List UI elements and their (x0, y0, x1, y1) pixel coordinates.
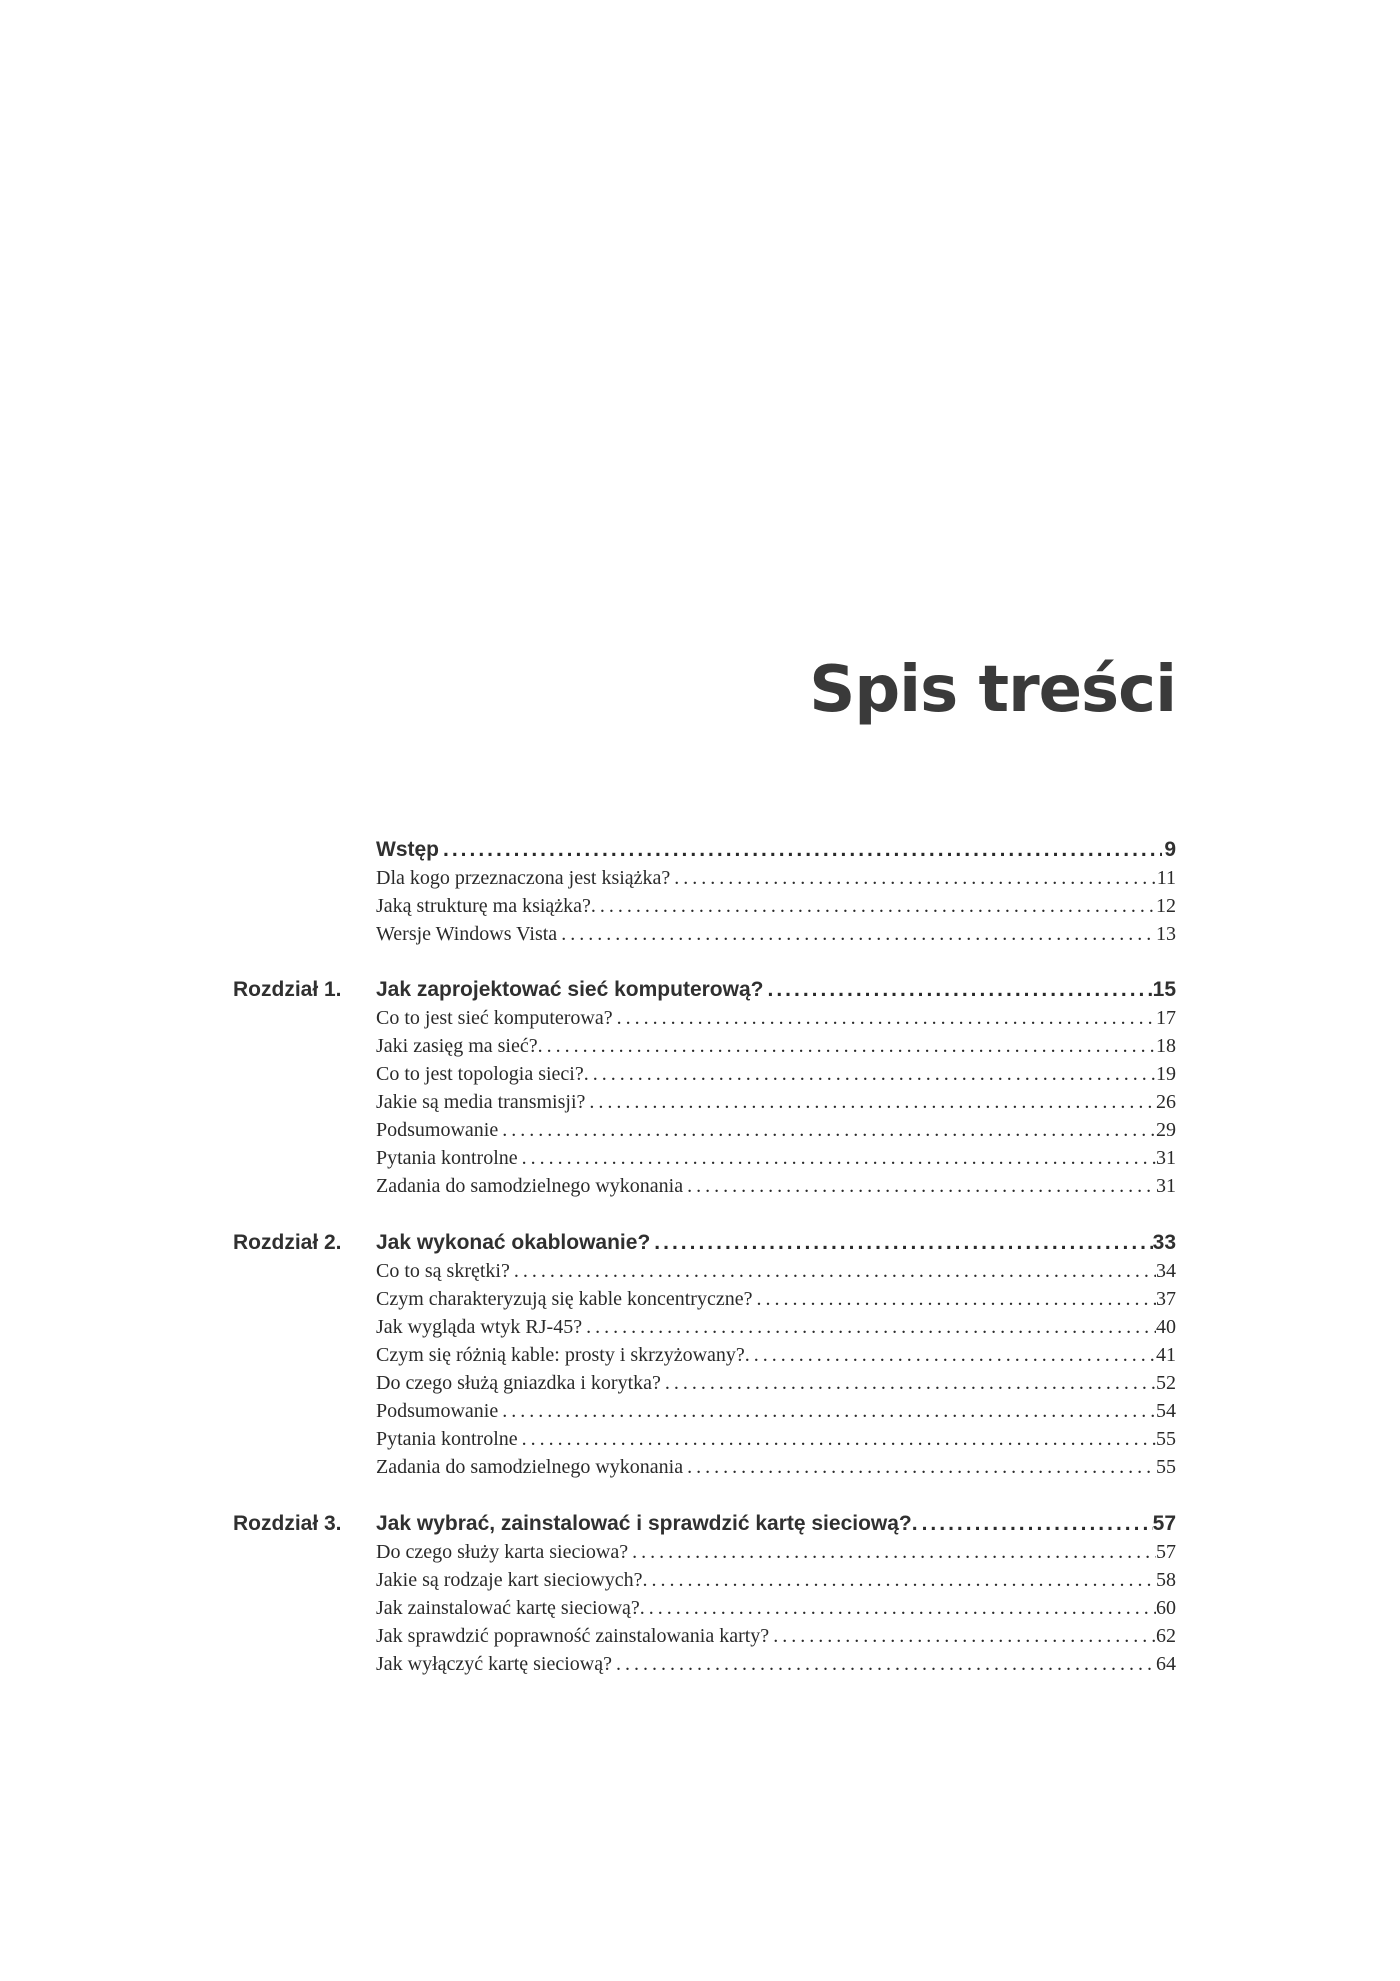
toc-heading-text: Wstęp (376, 838, 439, 861)
toc-entry-text: Pytania kontrolne (376, 1428, 518, 1450)
toc-page-number: 40 (1156, 1316, 1176, 1338)
toc-entry-text: Co to jest topologia sieci?. (376, 1063, 589, 1085)
toc-entry[interactable] (376, 895, 1176, 918)
dot-leader (650, 1231, 1152, 1255)
toc-entry-text: Podsumowanie (376, 1400, 499, 1422)
toc-page-number: 62 (1156, 1625, 1176, 1647)
toc-entry-text: Jaką strukturę ma książka?. (376, 895, 596, 917)
toc-entry[interactable] (376, 1147, 1176, 1170)
dot-leader (557, 923, 1156, 946)
toc-page-number: 17 (1156, 1007, 1176, 1029)
toc-entry-text: Do czego służą gniazdka i korytka? (376, 1372, 661, 1394)
toc-page-number: 60 (1156, 1597, 1176, 1619)
toc-page-number: 18 (1156, 1035, 1176, 1057)
toc-page-number: 52 (1156, 1372, 1176, 1394)
toc-page-number: 13 (1156, 923, 1176, 945)
toc-entry[interactable] (376, 1007, 1176, 1030)
toc-entry[interactable] (376, 1569, 1176, 1592)
toc-entry[interactable] (376, 867, 1176, 890)
toc-entry-text: Podsumowanie (376, 1119, 499, 1141)
toc-heading-intro[interactable] (376, 838, 1176, 862)
toc-entry-text: Jakie są media transmisji? (376, 1091, 586, 1113)
dot-leader (498, 1119, 1156, 1142)
dot-leader (589, 1063, 1156, 1086)
toc-page-number: 55 (1156, 1456, 1176, 1478)
toc-heading-chapter-3[interactable] (376, 1512, 1176, 1536)
toc-page-number: 57 (1156, 1541, 1176, 1563)
toc-page-number: 55 (1156, 1428, 1176, 1450)
toc-entry-text: Do czego służy karta sieciowa? (376, 1541, 629, 1563)
toc-entry[interactable] (376, 1091, 1176, 1114)
dot-leader (752, 1288, 1156, 1311)
dot-leader (661, 1372, 1156, 1395)
toc-entry[interactable] (376, 1288, 1176, 1311)
toc-entry-text: Czym się różnią kable: prosty i skrzyżowany?. (376, 1344, 750, 1366)
toc-heading-chapter-1[interactable] (376, 978, 1176, 1002)
page-title: Spis treści (809, 653, 1176, 727)
toc-entry[interactable] (376, 1372, 1176, 1395)
toc-entry[interactable] (376, 1541, 1176, 1564)
toc-entry[interactable] (376, 1260, 1176, 1283)
toc-entry-text: Jak sprawdzić poprawność zainstalowania karty? (376, 1625, 770, 1647)
toc-page-number: 26 (1156, 1091, 1176, 1113)
toc-entry-text: Jak zainstalować kartę sieciową?. (376, 1597, 645, 1619)
toc-page-number: 29 (1156, 1119, 1176, 1141)
dot-leader (585, 1091, 1156, 1114)
toc-page-number: 12 (1156, 895, 1176, 917)
dot-leader (439, 838, 1162, 862)
toc-page-number: 54 (1156, 1400, 1176, 1422)
toc-heading-text: Jak wybrać, zainstalować i sprawdzić kartę sieciową?. (376, 1512, 918, 1535)
toc-entry[interactable] (376, 923, 1176, 946)
dot-leader (596, 895, 1156, 918)
toc-entry-text: Co to jest sieć komputerowa? (376, 1007, 613, 1029)
toc-entry[interactable] (376, 1597, 1176, 1620)
toc-page-number: 57 (1152, 1512, 1176, 1535)
chapter-label: Rozdział 1. (233, 978, 342, 1001)
dot-leader (683, 1175, 1156, 1198)
toc-page-number: 64 (1156, 1653, 1176, 1675)
dot-leader (510, 1260, 1156, 1283)
toc-entry-text: Co to są skrętki? (376, 1260, 510, 1282)
dot-leader (918, 1512, 1153, 1536)
toc-page-number: 11 (1156, 867, 1176, 889)
dot-leader (648, 1569, 1156, 1592)
toc-page-number: 37 (1156, 1288, 1176, 1310)
toc-entry[interactable] (376, 1175, 1176, 1198)
toc-entry[interactable] (376, 1035, 1176, 1058)
dot-leader (645, 1597, 1156, 1620)
toc-entry-text: Jak wyłączyć kartę sieciową? (376, 1653, 612, 1675)
toc-entry[interactable] (376, 1344, 1176, 1367)
dot-leader (763, 978, 1152, 1002)
dot-leader (582, 1316, 1156, 1339)
toc-entry-text: Zadania do samodzielnego wykonania (376, 1175, 684, 1197)
toc-heading-chapter-2[interactable] (376, 1231, 1176, 1255)
toc-page-number: 31 (1156, 1175, 1176, 1197)
toc-page-number: 34 (1156, 1260, 1176, 1282)
toc-entry[interactable] (376, 1119, 1176, 1142)
toc-entry[interactable] (376, 1456, 1176, 1479)
toc-page-number: 41 (1156, 1344, 1176, 1366)
dot-leader (670, 867, 1156, 890)
toc-page-number: 9 (1164, 838, 1176, 861)
dot-leader (498, 1400, 1156, 1423)
toc-entry[interactable] (376, 1063, 1176, 1086)
toc-entry-text: Dla kogo przeznaczona jest książka? (376, 867, 671, 889)
toc-page-number: 33 (1152, 1231, 1176, 1254)
toc-entry-text: Zadania do samodzielnego wykonania (376, 1456, 684, 1478)
chapter-label: Rozdział 3. (233, 1512, 342, 1535)
toc-entry-text: Wersje Windows Vista (376, 923, 558, 945)
toc-entry[interactable] (376, 1625, 1176, 1648)
toc-entry-text: Czym charakteryzują się kable koncentryczne? (376, 1288, 753, 1310)
toc-heading-text: Jak wykonać okablowanie? (376, 1231, 651, 1254)
dot-leader (612, 1653, 1156, 1676)
toc-page-number: 15 (1152, 978, 1176, 1001)
dot-leader (518, 1147, 1156, 1170)
chapter-label: Rozdział 2. (233, 1231, 342, 1254)
dot-leader (518, 1428, 1156, 1451)
toc-entry[interactable] (376, 1653, 1176, 1676)
toc-entry[interactable] (376, 1428, 1176, 1451)
toc-entry[interactable] (376, 1400, 1176, 1423)
toc-entry[interactable] (376, 1316, 1176, 1339)
dot-leader (683, 1456, 1156, 1479)
toc-entry-text: Jak wygląda wtyk RJ-45? (376, 1316, 583, 1338)
toc-page-number: 19 (1156, 1063, 1176, 1085)
toc-page-number: 58 (1156, 1569, 1176, 1591)
toc-entry-text: Jakie są rodzaje kart sieciowych?. (376, 1569, 648, 1591)
dot-leader (750, 1344, 1156, 1367)
toc-entry-text: Jaki zasięg ma sieć?. (376, 1035, 543, 1057)
toc-page-number: 31 (1156, 1147, 1176, 1169)
dot-leader (628, 1541, 1156, 1564)
dot-leader (769, 1625, 1156, 1648)
dot-leader (613, 1007, 1156, 1030)
toc-heading-text: Jak zaprojektować sieć komputerową? (376, 978, 764, 1001)
dot-leader (543, 1035, 1156, 1058)
toc-entry-text: Pytania kontrolne (376, 1147, 518, 1169)
